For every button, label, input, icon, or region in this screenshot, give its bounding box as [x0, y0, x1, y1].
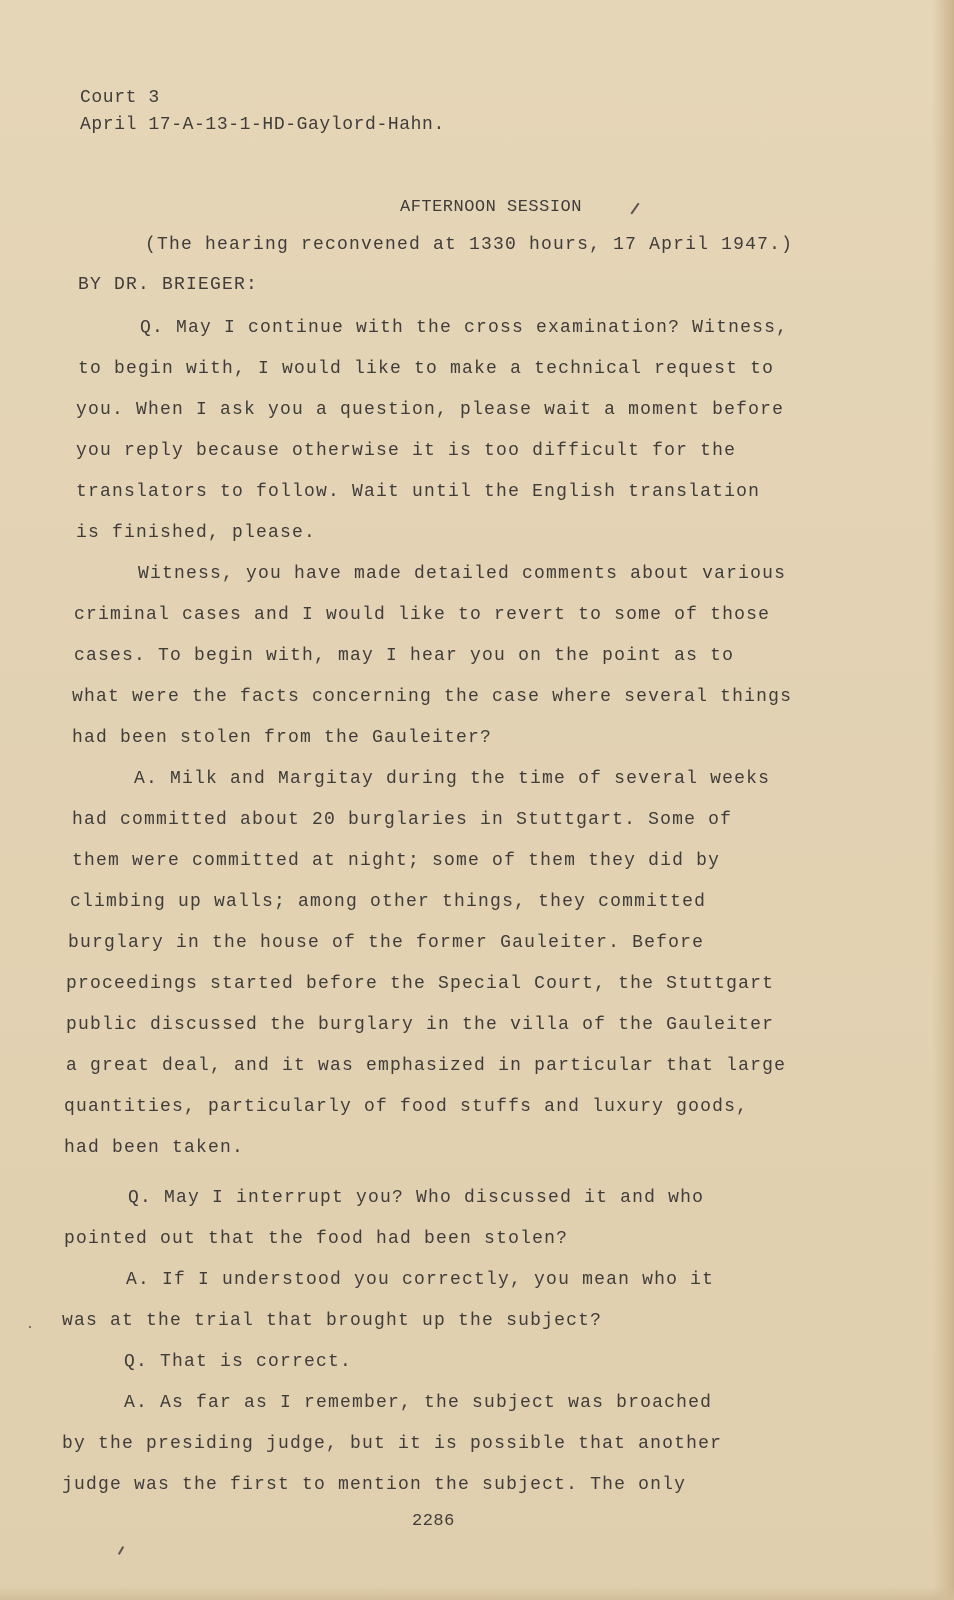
text-line: Q. May I continue with the cross examination? Witness, — [140, 318, 789, 338]
text-line: cases. To begin with, may I hear you on the point as to — [74, 646, 735, 666]
text-line: climbing up walls; among other things, they committed — [70, 892, 707, 912]
text-line: you. When I ask you a question, please wait a moment before — [76, 400, 785, 420]
paper-edge-shadow — [932, 0, 954, 1600]
text-line: A. Milk and Margitay during the time of several weeks — [134, 769, 771, 789]
text-line: Q. May I interrupt you? Who discussed it and who — [128, 1188, 705, 1208]
stray-dot — [29, 1326, 31, 1328]
text-line: public discussed the burglary in the villa of the Gauleiter — [66, 1015, 775, 1035]
text-line: Q. That is correct. — [124, 1352, 353, 1372]
paper-bottom-shadow — [0, 1586, 954, 1600]
pencil-tick-mark — [630, 203, 639, 215]
session-title: AFTERNOON SESSION — [400, 198, 582, 217]
stray-mark — [118, 1546, 124, 1555]
text-line: criminal cases and I would like to revert to some of those — [74, 605, 771, 625]
text-line: by the presiding judge, but it is possible that another — [62, 1434, 723, 1454]
text-line: them were committed at night; some of them they did by — [72, 851, 721, 871]
text-line: you reply because otherwise it is too difficult for the — [76, 441, 737, 461]
court-label: Court 3 — [80, 88, 160, 108]
text-line: what were the facts concerning the case where several things — [72, 687, 793, 707]
text-line: had been taken. — [64, 1138, 245, 1158]
text-line: A. If I understood you correctly, you mean who it — [126, 1270, 715, 1290]
text-line: to begin with, I would like to make a technical request to — [78, 359, 775, 379]
text-line: quantities, particularly of food stuffs and luxury goods, — [64, 1097, 749, 1117]
text-line: pointed out that the food had been stolen? — [64, 1229, 569, 1249]
text-line: had been stolen from the Gauleiter? — [72, 728, 493, 748]
text-line: judge was the first to mention the subject. The only — [62, 1475, 687, 1495]
text-line: (The hearing reconvened at 1330 hours, 17 April 1947.) — [145, 235, 794, 255]
text-line: is finished, please. — [76, 523, 317, 543]
page-number: 2286 — [412, 1512, 455, 1531]
text-line: A. As far as I remember, the subject was broached — [124, 1393, 713, 1413]
text-line: translators to follow. Wait until the English translation — [76, 482, 761, 502]
text-line: burglary in the house of the former Gauleiter. Before — [68, 933, 705, 953]
text-line: was at the trial that brought up the subject? — [62, 1311, 603, 1331]
text-line: a great deal, and it was emphasized in particular that large — [66, 1056, 787, 1076]
text-line: had committed about 20 burglaries in Stuttgart. Some of — [72, 810, 733, 830]
text-line: proceedings started before the Special Court, the Stuttgart — [66, 974, 775, 994]
text-line: BY DR. BRIEGER: — [78, 275, 259, 295]
case-reference: April 17-A-13-1-HD-Gaylord-Hahn. — [80, 115, 445, 135]
text-line: Witness, you have made detailed comments about various — [138, 564, 787, 584]
